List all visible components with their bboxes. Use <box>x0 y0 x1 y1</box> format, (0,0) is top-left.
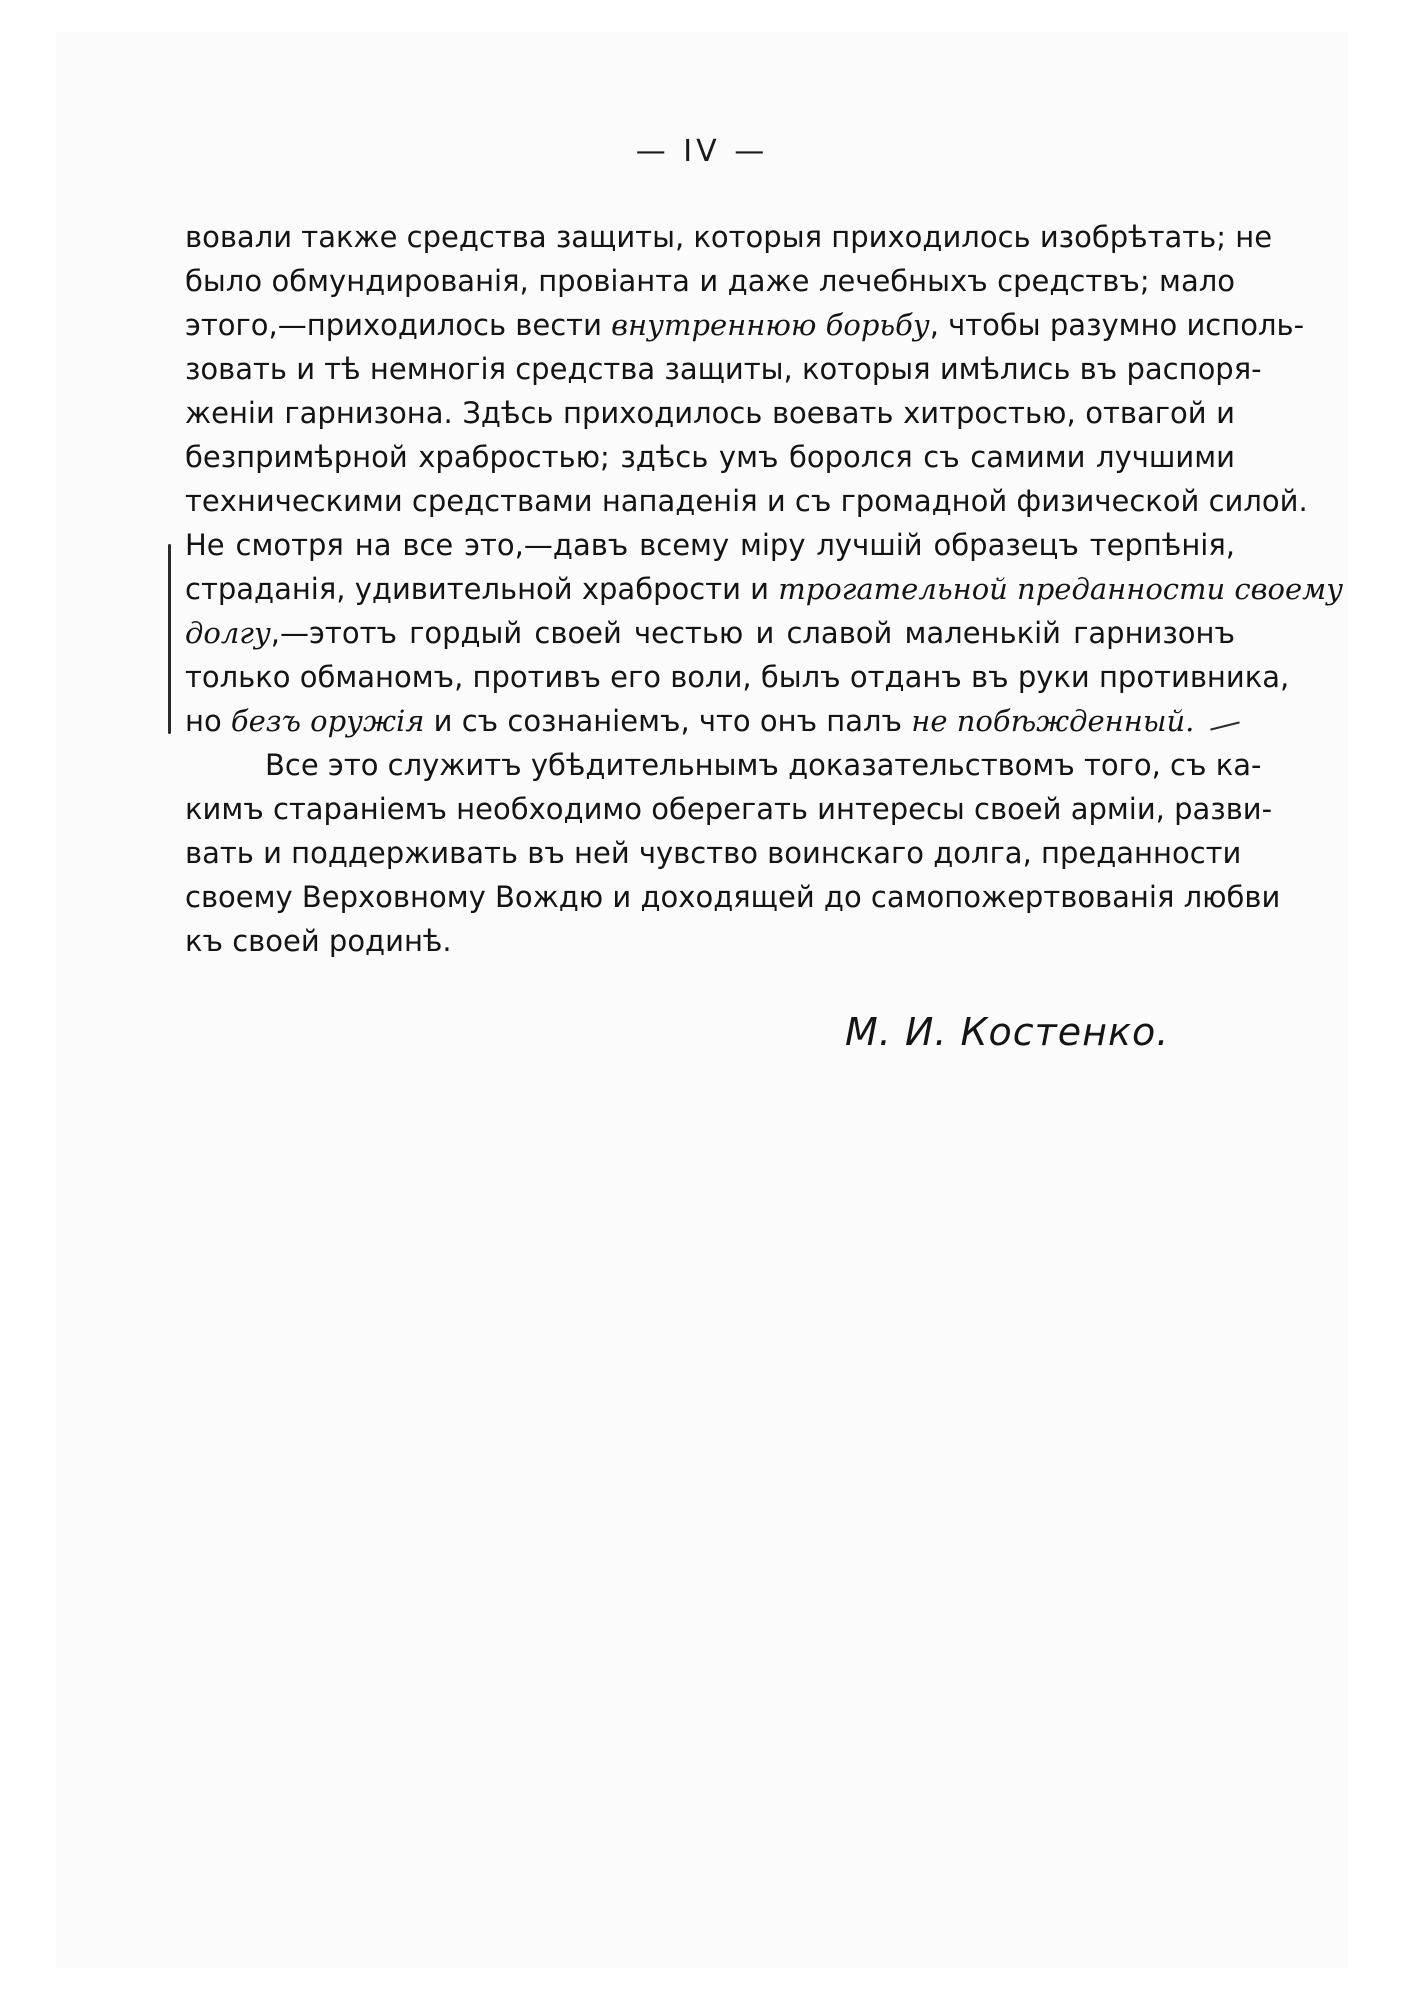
italic-emphasis: не побѣжденный. <box>911 704 1195 738</box>
text-line: безпримѣрной храбростью; здѣсь умъ боролся съ самими лучшими <box>185 440 1235 474</box>
margin-bracket-mark <box>168 544 171 734</box>
text-line: вать и поддерживать въ ней чувство воинскаго долга, преданности <box>185 836 1242 870</box>
text-run: ,—этотъ гордый своей честью и славой маленькій гарнизонъ <box>270 616 1235 650</box>
text-line: кимъ стараніемъ необходимо оберегать интересы своей арміи, разви- <box>185 792 1273 826</box>
text-line: вовали также средства защиты, которыя приходилось изобрѣтать; не <box>185 220 1273 254</box>
text-line: только обманомъ, противъ его воли, былъ отданъ въ руки противника, <box>185 660 1290 694</box>
text-line: зовать и тѣ немногія средства защиты, которыя имѣлись въ распоря- <box>185 352 1262 386</box>
page-number: — IV — <box>635 134 769 169</box>
paragraph-2 <box>185 743 1281 963</box>
italic-emphasis: долгу <box>185 616 271 650</box>
text-run: и съ сознаніемъ, что онъ палъ <box>424 704 912 738</box>
text-run: страданія, удивительной храбрости и <box>185 572 779 606</box>
text-line: женіи гарнизона. Здѣсь приходилось воевать хитростью, отвагой и <box>185 396 1235 430</box>
text-line: техническими средствами нападенія и съ громадной физической силой. <box>185 484 1308 518</box>
text-line: своему Верховному Вождю и доходящей до самопожертвованія любви <box>185 880 1281 914</box>
text-run: но <box>185 704 231 738</box>
italic-emphasis: трогательной преданности своему <box>778 572 1344 606</box>
author-signature: М. И. Костенко. <box>845 1010 1170 1054</box>
main-text <box>185 215 1344 963</box>
italic-emphasis: внутреннюю борьбу <box>611 308 930 342</box>
text-line <box>185 699 1235 743</box>
text-line: къ своей родинѣ. <box>185 924 452 958</box>
paragraph-1 <box>185 215 1344 743</box>
text-line: Все это служитъ убѣдительнымъ доказательствомъ того, съ ка- <box>265 748 1262 782</box>
italic-emphasis: безъ оружія <box>230 704 425 738</box>
text-line: Не смотря на все это,—давъ всему міру лучшій образецъ терпѣнія, <box>185 528 1235 562</box>
text-run: этого,—приходилось вести <box>185 308 612 342</box>
text-line <box>185 611 1235 655</box>
text-line: было обмундированія, провіанта и даже лечебныхъ средствъ; мало <box>185 264 1235 298</box>
text-run: , чтобы разумно исполь- <box>929 308 1305 342</box>
text-line <box>185 303 1305 347</box>
text-line <box>185 567 1344 611</box>
